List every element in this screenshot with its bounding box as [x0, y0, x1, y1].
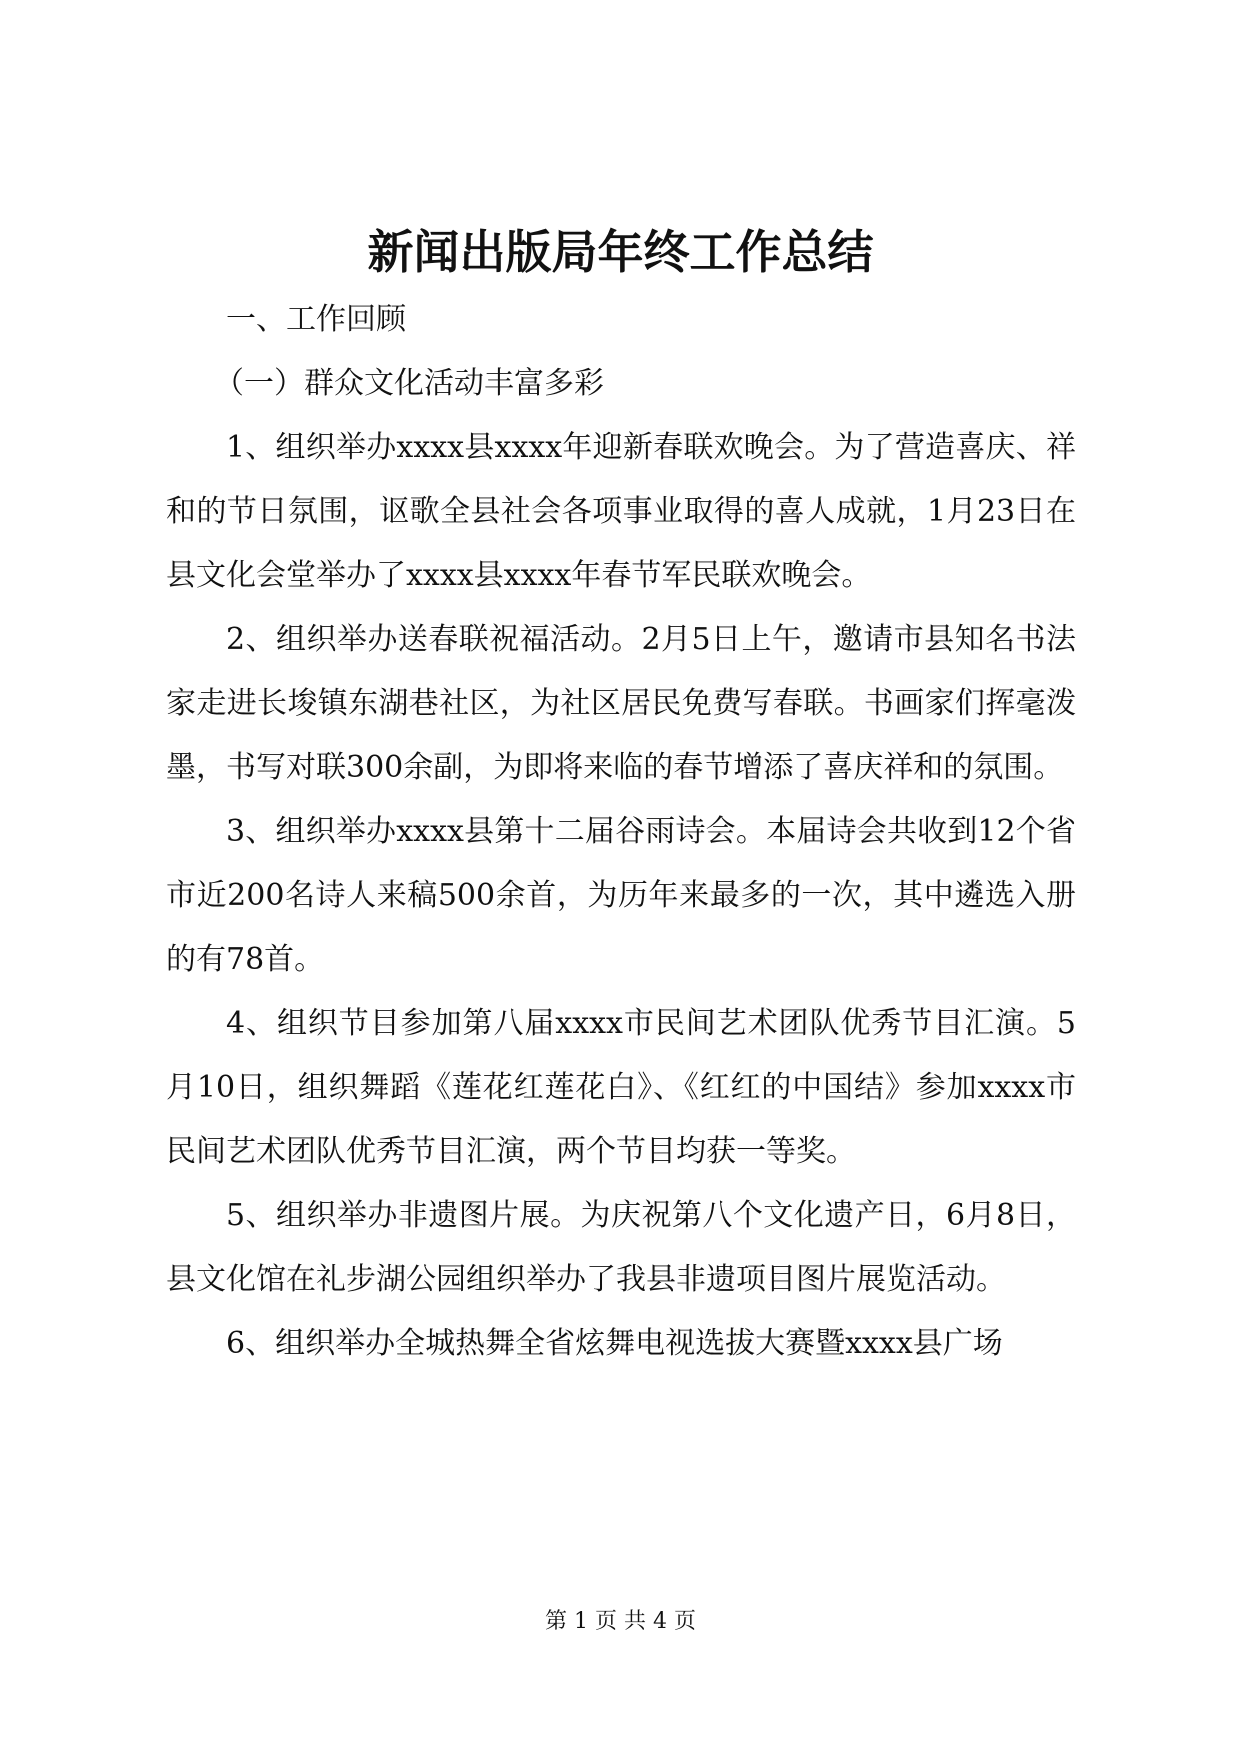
paragraph-1: 1、组织举办xxxx县xxxx年迎新春联欢晚会。为了营造喜庆、祥和的节日氛围，讴歌全县社会各项事业取得的喜人成就，1月23日在县文化会堂举办了xxxx县xxxx年春节军民联欢晚会。	[166, 430, 1076, 593]
subsection-heading: （一）群众文化活动丰富多彩	[214, 366, 604, 401]
page-title: 新闻出版局年终工作总结	[367, 225, 874, 279]
page-footer: 第 1 页 共 4 页	[545, 1609, 696, 1634]
paragraph-5: 5、组织举办非遗图片展。为庆祝第八个文化遗产日，6月8日，县文化馆在礼步湖公园组织举办了我县非遗项目图片展览活动。	[166, 1198, 1076, 1297]
paragraph-2: 2、组织举办送春联祝福活动。2月5日上午，邀请市县知名书法家走进长埈镇东湖巷社区，为社区居民免费写春联。书画家们挥毫泼墨，书写对联300余副，为即将来临的春节增添了喜庆祥和的氛围。	[166, 622, 1076, 785]
paragraph-4: 4、组织节目参加第八届xxxx市民间艺术团队优秀节目汇演。5月10日，组织舞蹈《莲花红莲花白》、《红红的中国结》参加xxxx市民间艺术团队优秀节目汇演，两个节目均获一等奖。	[166, 1006, 1076, 1169]
paragraph-6: 6、组织举办全城热舞全省炫舞电视选拔大赛暨xxxx县广场	[226, 1326, 1003, 1361]
paragraph-3: 3、组织举办xxxx县第十二届谷雨诗会。本届诗会共收到12个省市近200名诗人来稿500余首，为历年来最多的一次，其中遴选入册的有78首。	[166, 814, 1076, 977]
section-heading: 一、工作回顾	[226, 302, 406, 337]
document-body	[166, 288, 1076, 1376]
